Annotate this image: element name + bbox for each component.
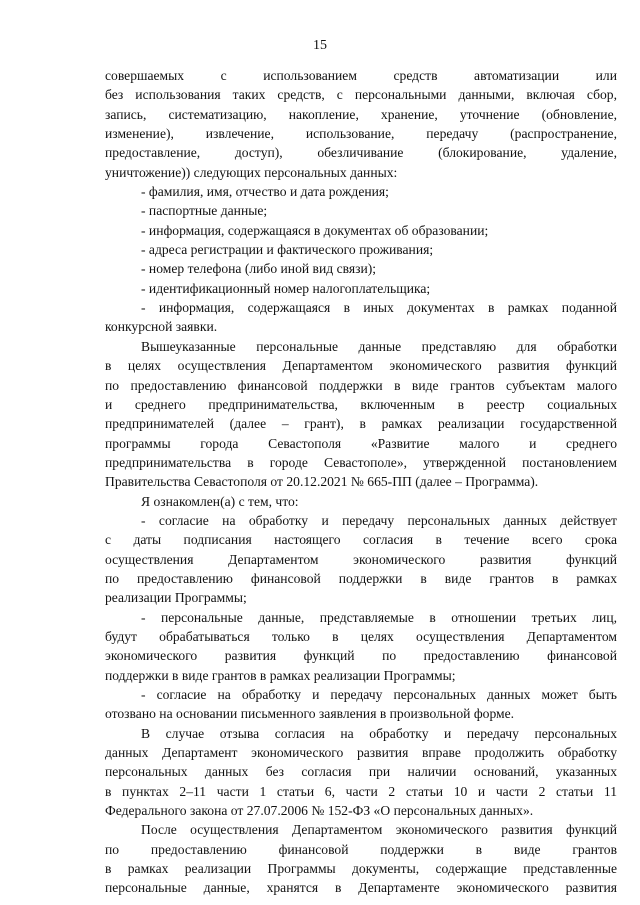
list-item: - информация, содержащаяся в иных документах в рамках поданной [141, 300, 617, 316]
text-line: по предоставлению финансовой поддержки в виде грантов в рамках [105, 570, 617, 586]
text-line: экономического развития функций по предоставлению финансовой [105, 648, 617, 664]
list-item: - информация, содержащаяся в документах об образовании; [141, 222, 489, 238]
list-item: - идентификационный номер налогоплательщика; [141, 280, 431, 296]
paragraph-first-line: Я ознакомлен(а) с тем, что: [141, 493, 299, 509]
list-item: - согласие на обработку и передачу персональных данных может быть [141, 687, 617, 702]
list-item: - персональные данные, представляемые в отношении третьих лиц, [141, 609, 617, 625]
text-line: в рамках реализации Программы документы, содержащие представленные [105, 861, 617, 877]
text-line: будут обрабатываться только в целях осуществления Департаментом [105, 628, 617, 644]
text-line: персональные данные, хранятся в Департаменте экономического развития [105, 880, 617, 896]
text-line: по предоставлению финансовой поддержки в виде грантов [105, 841, 617, 857]
list-item: - фамилия, имя, отчество и дата рождения; [141, 184, 389, 200]
paragraph-first-line: После осуществления Департаментом экономического развития функций [141, 822, 617, 838]
text-line: предоставление, доступ), обезличивание (блокирование, удаление, [105, 145, 617, 161]
text-line: осуществления Департаментом экономического развития функций [105, 551, 617, 567]
list-item: - номер телефона (либо иной вид связи); [141, 261, 377, 277]
text-line: без использования таких средств, с персональными данными, включая сбор, [105, 87, 617, 103]
document-body [105, 66, 617, 898]
text-line: в пунктах 2–11 части 1 статьи 6, части 2 статьи 10 и части 2 статьи 11 [105, 783, 617, 799]
text-line: поддержки в виде грантов в рамках реализации Программы; [105, 667, 456, 683]
text-line: с даты подписания настоящего согласия в течение всего срока [105, 532, 617, 548]
text-line: персональных данных без согласия при наличии оснований, указанных [105, 764, 617, 780]
text-line: и среднего предпринимательства, включенным в реестр социальных [105, 396, 617, 412]
text-line: предпринимательства в городе Севастополе», утвержденной постановлением [105, 454, 617, 470]
list-item: - согласие на обработку и передачу персональных данных действует [141, 512, 617, 528]
text-line: предпринимателей (далее – грант), в рамках реализации государственной [105, 416, 617, 432]
text-line: уничтожение)) следующих персональных данных: [105, 164, 398, 180]
text-line: изменение), извлечение, использование, передачу (распространение, [105, 126, 617, 142]
paragraph-first-line: Вышеуказанные персональные данные представляю для обработки [141, 338, 617, 354]
text-line: программы города Севастополя «Развитие малого и среднего [105, 435, 617, 451]
text-line: Федерального закона от 27.07.2006 № 152-ФЗ «О персональных данных». [105, 803, 534, 819]
text-line: совершаемых с использованием средств автоматизации или [105, 68, 617, 83]
text-line: Правительства Севастополя от 20.12.2021 № 665-ПП (далее – Программа). [105, 474, 539, 490]
list-item: - адреса регистрации и фактического проживания; [141, 242, 434, 258]
paragraph-first-line: В случае отзыва согласия на обработку и передачу персональных [141, 725, 617, 741]
text-line: конкурсной заявки. [105, 319, 218, 335]
text-line: по предоставлению финансовой поддержки в виде грантов субъектам малого [105, 377, 617, 393]
text-line: отозвано на основании письменного заявления в произвольной форме. [105, 706, 515, 722]
text-line: запись, систематизацию, накопление, хранение, уточнение (обновление, [105, 106, 617, 122]
page-number: 15 [313, 38, 327, 53]
text-line: данных Департамент экономического развития вправе продолжить обработку [105, 745, 617, 761]
text-line: в целях осуществления Департаментом экономического развития функций [105, 358, 617, 374]
text-line: реализации Программы; [105, 590, 247, 606]
list-item: - паспортные данные; [141, 203, 268, 219]
